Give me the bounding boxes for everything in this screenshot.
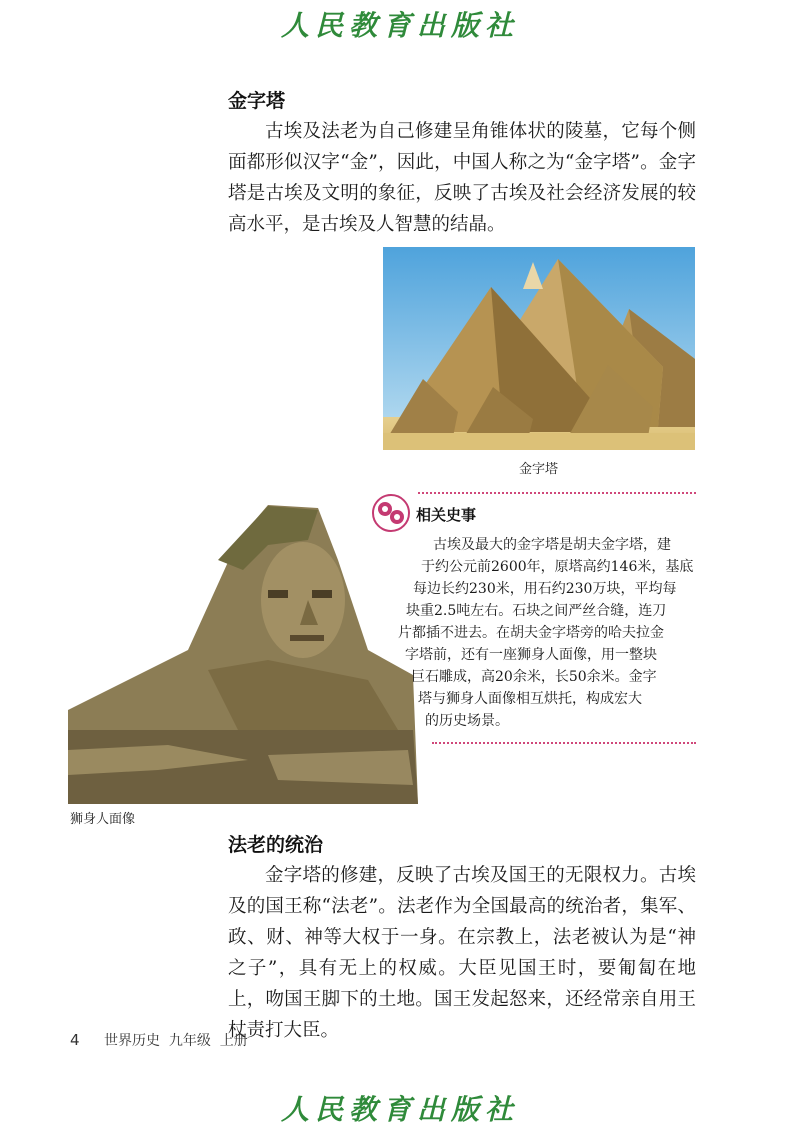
related-box-line: 每边长约230米，用石约230万块，平均每 (413, 581, 677, 597)
related-box-line: 古埃及最大的金字塔是胡夫金字塔，建 (433, 537, 671, 553)
pyramid-caption: 金字塔 (519, 462, 559, 477)
related-box-bottom-border (432, 742, 696, 744)
related-box-top-border (418, 492, 696, 494)
related-history-icon (372, 494, 410, 532)
paragraph-pyramid: 古埃及法老为自己修建呈角锥体状的陵墓，它每个侧面都形似汉字“金”，因此，中国人称之为“金字塔”。金字塔是古埃及文明的象征，反映了古埃及社会经济发展的较高水平，是古埃及人智慧的结晶。 (228, 121, 696, 235)
related-box-title: 相关史事 (416, 506, 477, 524)
book-title: 世界历史 九年级 上册 (104, 1033, 248, 1049)
related-box-line: 巨石雕成，高20余米，长50余米。金字 (411, 669, 657, 685)
section-heading-pharaoh: 法老的统治 (228, 834, 324, 856)
related-box-line: 片都插不进去。在胡夫金字塔旁的哈夫拉金 (398, 625, 664, 641)
pyramid-photo (383, 247, 695, 450)
related-box-line: 块重2.5吨左右。石块之间严丝合缝，连刀 (406, 603, 667, 619)
page-number: 4 (70, 1031, 80, 1049)
related-box-line: 的历史场景。 (425, 713, 509, 729)
paragraph-pharaoh: 金字塔的修建，反映了古埃及国王的无限权力。古埃及的国王称“法老”。法老作为全国最高的统治者，集军、政、财、神等大权于一身。在宗教上，法老被认为是“神之子”，具有无上的权威。大臣见国王时，要匍匐在地上，吻国王脚下的土地。国王发起怒来，还经常亲自用王杖责打大臣。 (228, 865, 696, 1041)
related-box-line: 字塔前，还有一座狮身人面像，用一整块 (405, 647, 657, 663)
related-box-line: 塔与狮身人面像相互烘托，构成宏大 (418, 691, 642, 707)
publisher-logo-top: 人民教育出版社 (280, 9, 519, 42)
section-heading-pyramid: 金字塔 (228, 90, 286, 112)
sphinx-caption: 狮身人面像 (70, 812, 136, 827)
related-box-line: 于约公元前2600年，原塔高约146米，基底 (421, 559, 694, 575)
publisher-logo-bottom: 人民教育出版社 (280, 1093, 519, 1126)
page-footer (70, 1030, 248, 1050)
sphinx-photo (68, 500, 418, 804)
